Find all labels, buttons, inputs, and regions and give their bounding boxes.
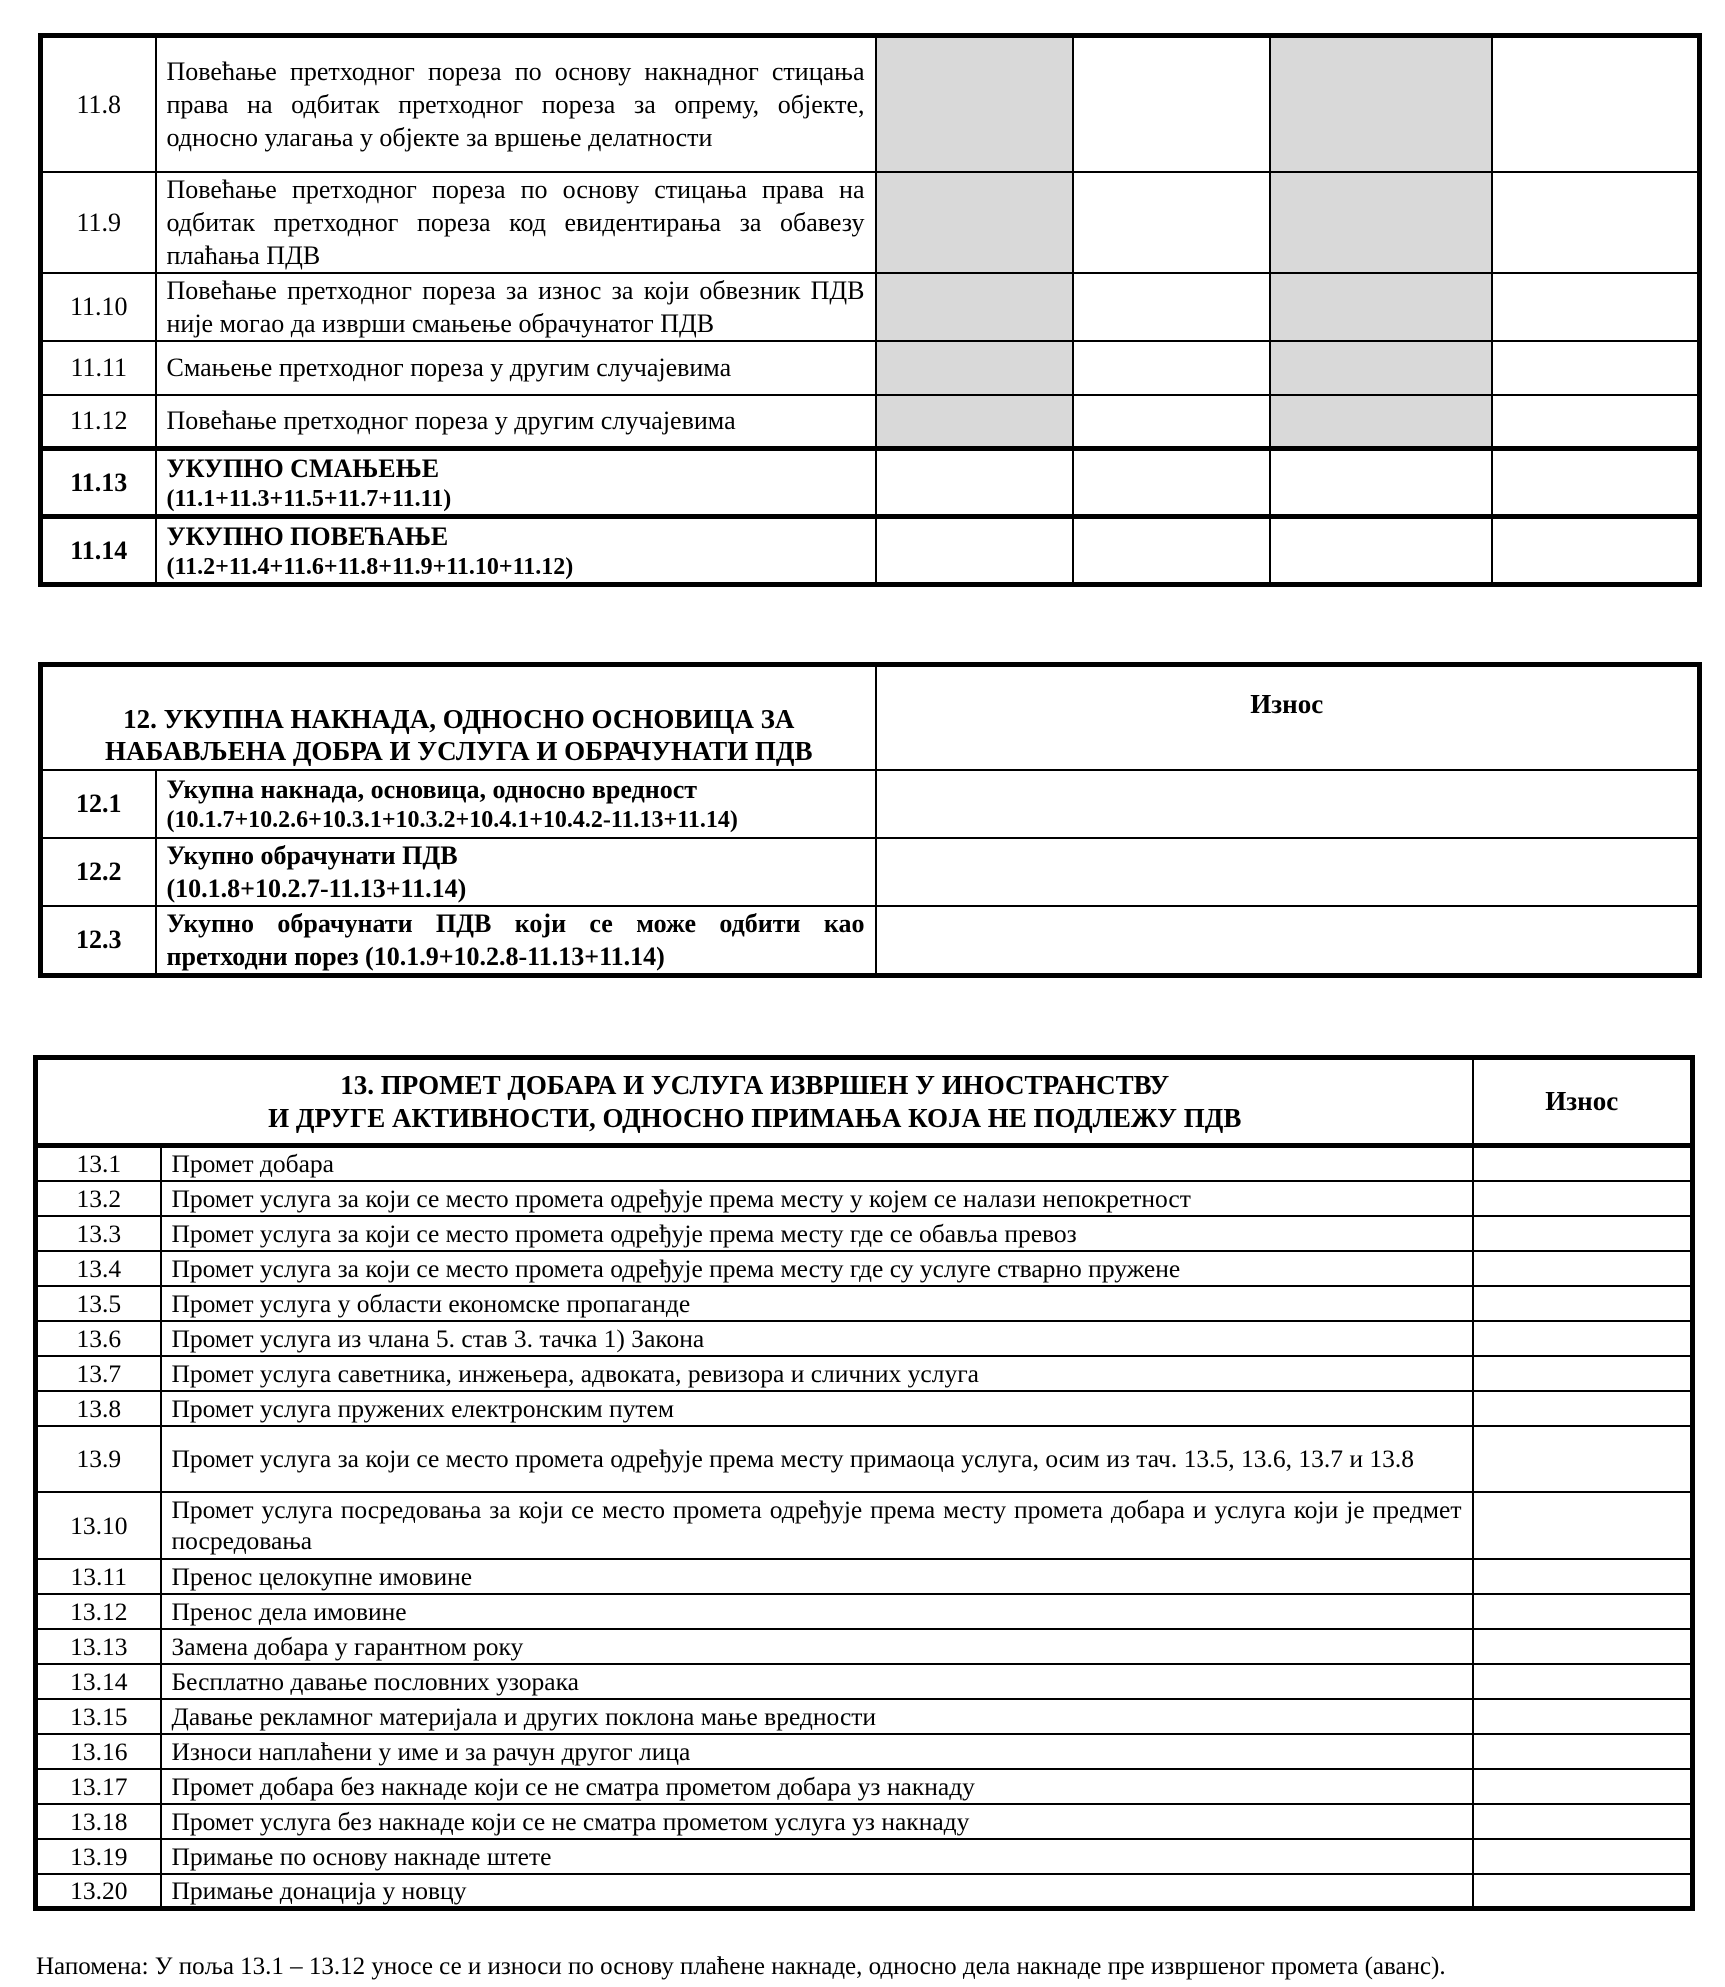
table-row (36, 1216, 1693, 1251)
table-row (41, 770, 1700, 838)
amount-cell[interactable] (1073, 172, 1270, 273)
amount-cell[interactable] (1492, 517, 1700, 585)
disabled-cell (1270, 341, 1492, 395)
row-description: Пренос целокупне имовине (161, 1559, 1473, 1594)
section-13-title-line2: И ДРУГЕ АКТИВНОСТИ, ОДНОСНО ПРИМАЊА КОЈА НЕ ПОДЛЕЖУ ПДВ (268, 1102, 1242, 1133)
table-row (36, 1146, 1693, 1181)
amount-cell[interactable] (1473, 1146, 1693, 1181)
row-number: 13.9 (36, 1426, 161, 1492)
row-number: 11.11 (41, 341, 156, 395)
row-number: 11.10 (41, 273, 156, 341)
amount-cell[interactable] (1073, 273, 1270, 341)
table-row (36, 1629, 1693, 1664)
row-number: 13.7 (36, 1356, 161, 1391)
row-number: 11.12 (41, 395, 156, 449)
amount-cell[interactable] (1473, 1286, 1693, 1321)
row-description: Примање по основу накнаде штете (161, 1839, 1473, 1874)
row-number: 13.18 (36, 1804, 161, 1839)
row-number: 13.4 (36, 1251, 161, 1286)
total-title: УКУПНО СМАЊЕЊЕ (166, 454, 440, 483)
table-row (41, 341, 1700, 395)
table-row (36, 1804, 1693, 1839)
row-description: Износи наплаћени у име и за рачун другог лица (161, 1734, 1473, 1769)
total-row (41, 449, 1700, 517)
amount-cell[interactable] (1492, 395, 1700, 449)
total-label (156, 449, 876, 517)
amount-cell[interactable] (1073, 449, 1270, 517)
amount-cell[interactable] (1473, 1426, 1693, 1492)
amount-cell[interactable] (1073, 341, 1270, 395)
row-description: Промет услуга у области економске пропаганде (161, 1286, 1473, 1321)
row-title: Укупна накнада, основица, односно вредност (166, 775, 698, 804)
row-number: 12.3 (41, 906, 156, 976)
row-description: Повећање претходног пореза по основу накнадног стицања права на одбитак претходног пореза за опрему, објекте, односно улагања у објекте за вршење делатности (156, 36, 876, 172)
table-row (36, 1251, 1693, 1286)
row-description: Повећање претходног пореза по основу стицања права на одбитак претходног пореза код евидентирања за обавезу плаћања ПДВ (156, 172, 876, 273)
disabled-cell (1270, 273, 1492, 341)
disabled-cell (876, 172, 1073, 273)
total-title: УКУПНО ПОВЕЋАЊЕ (166, 522, 449, 551)
row-formula: (10.1.8+10.2.7-11.13+11.14) (166, 873, 467, 903)
table-row (36, 1426, 1693, 1492)
amount-cell[interactable] (1473, 1804, 1693, 1839)
row-number: 11.13 (41, 449, 156, 517)
row-number: 13.17 (36, 1769, 161, 1804)
total-label (156, 517, 876, 585)
table-row (36, 1492, 1693, 1559)
amount-cell[interactable] (1473, 1734, 1693, 1769)
row-description: Промет услуга за који се место промета одређује према месту где су услуге стварно пружене (161, 1251, 1473, 1286)
row-number: 11.14 (41, 517, 156, 585)
row-description: Смањење претходног пореза у другим случајевима (156, 341, 876, 395)
total-formula: (11.1+11.3+11.5+11.7+11.11) (166, 486, 452, 512)
row-label (156, 770, 876, 838)
disabled-cell (876, 36, 1073, 172)
table-row (36, 1699, 1693, 1734)
row-number: 13.6 (36, 1321, 161, 1356)
row-description: Промет услуга саветника, инжењера, адвоката, ревизора и сличних услуга (161, 1356, 1473, 1391)
table-row (36, 1769, 1693, 1804)
row-description: Замена добара у гарантном року (161, 1629, 1473, 1664)
table-row (41, 395, 1700, 449)
section-12-table (38, 662, 1702, 978)
row-label (156, 838, 876, 906)
table-row (41, 838, 1700, 906)
row-number: 13.5 (36, 1286, 161, 1321)
header-row (41, 665, 1700, 770)
amount-cell[interactable] (1473, 1321, 1693, 1356)
amount-cell[interactable] (1473, 1594, 1693, 1629)
table-row (41, 172, 1700, 273)
row-description: Повећање претходног пореза за износ за који обвезник ПДВ није могао да изврши смањење обрачунатог ПДВ (156, 273, 876, 341)
disabled-cell (876, 273, 1073, 341)
amount-header: Износ (1473, 1058, 1693, 1146)
amount-cell[interactable] (1473, 1181, 1693, 1216)
row-number: 13.12 (36, 1594, 161, 1629)
amount-cell[interactable] (1073, 395, 1270, 449)
disabled-cell (1270, 36, 1492, 172)
section-13-title-line1: 13. ПРОМЕТ ДОБАРА И УСЛУГА ИЗВРШЕН У ИНОСТРАНСТВУ (340, 1069, 1170, 1100)
total-formula: (11.2+11.4+11.6+11.8+11.9+11.10+11.12) (166, 554, 574, 580)
row-description: Промет добара (161, 1146, 1473, 1181)
row-description: Давање рекламног материјала и других поклона мање вредности (161, 1699, 1473, 1734)
row-description: Промет добара без накнаде који се не сматра прометом добара уз накнаду (161, 1769, 1473, 1804)
row-number: 13.1 (36, 1146, 161, 1181)
disabled-cell (1270, 172, 1492, 273)
row-description: Промет услуга без накнаде који се не сматра прометом услуга уз накнаду (161, 1804, 1473, 1839)
amount-cell[interactable] (1492, 341, 1700, 395)
row-formula: (10.1.7+10.2.6+10.3.1+10.3.2+10.4.1+10.4.2-11.13+11.14) (166, 807, 738, 833)
amount-cell[interactable] (1073, 36, 1270, 172)
row-number: 13.2 (36, 1181, 161, 1216)
row-title: Укупно обрачунати ПДВ који се може одбити као претходни порез (10.1.9+10.2.8-11.13+11.14) (156, 906, 876, 976)
amount-cell[interactable] (1473, 1699, 1693, 1734)
section-13-table (33, 1055, 1695, 1911)
amount-cell[interactable] (1492, 449, 1700, 517)
amount-cell[interactable] (1473, 1391, 1693, 1426)
row-description: Промет услуга из члана 5. став 3. тачка 1) Закона (161, 1321, 1473, 1356)
amount-cell[interactable] (1473, 1629, 1693, 1664)
amount-cell[interactable] (876, 906, 1700, 976)
amount-cell[interactable] (876, 517, 1073, 585)
amount-cell[interactable] (1473, 1356, 1693, 1391)
row-number: 13.11 (36, 1559, 161, 1594)
row-number: 12.1 (41, 770, 156, 838)
section-11-table (38, 33, 1702, 587)
row-description: Пренос дела имовине (161, 1594, 1473, 1629)
table-row (36, 1734, 1693, 1769)
row-number: 12.2 (41, 838, 156, 906)
amount-cell[interactable] (1473, 1874, 1693, 1909)
table-row (36, 1356, 1693, 1391)
row-description: Промет услуга пружених електронским путем (161, 1391, 1473, 1426)
table-row (36, 1181, 1693, 1216)
amount-cell[interactable] (1473, 1559, 1693, 1594)
amount-cell[interactable] (1473, 1492, 1693, 1559)
row-description: Промет услуга посредовања за који се место промета одређује према месту промета добара и услуга који је предмет посредовања (161, 1492, 1473, 1559)
amount-cell[interactable] (1492, 36, 1700, 172)
amount-cell[interactable] (1473, 1216, 1693, 1251)
row-number: 11.8 (41, 36, 156, 172)
amount-cell[interactable] (1270, 449, 1492, 517)
amount-cell[interactable] (1473, 1839, 1693, 1874)
row-title: Укупно обрачунати ПДВ (166, 840, 458, 870)
row-description: Примање донација у новцу (161, 1874, 1473, 1909)
row-number: 13.19 (36, 1839, 161, 1874)
amount-cell[interactable] (1492, 273, 1700, 341)
row-number: 13.13 (36, 1629, 161, 1664)
amount-cell[interactable] (1473, 1251, 1693, 1286)
amount-cell[interactable] (1473, 1769, 1693, 1804)
row-number: 13.10 (36, 1492, 161, 1559)
table-row (36, 1594, 1693, 1629)
row-description: Промет услуга за који се место промета одређује према месту у којем се налази непокретност (161, 1181, 1473, 1216)
table-row (41, 36, 1700, 172)
disabled-cell (876, 341, 1073, 395)
amount-cell[interactable] (1270, 517, 1492, 585)
row-number: 13.3 (36, 1216, 161, 1251)
amount-cell[interactable] (876, 838, 1700, 906)
disabled-cell (876, 395, 1073, 449)
row-description: Промет услуга за који се место промета одређује према месту примаоца услуга, осим из тач. 13.5, 13.6, 13.7 и 13.8 (161, 1426, 1473, 1492)
row-number: 13.20 (36, 1874, 161, 1909)
amount-cell[interactable] (1492, 172, 1700, 273)
table-row (36, 1664, 1693, 1699)
header-row (36, 1058, 1693, 1146)
amount-header: Износ (876, 665, 1700, 770)
total-row (41, 517, 1700, 585)
table-row (36, 1391, 1693, 1426)
section-12-title: 12. УКУПНА НАКНАДА, ОДНОСНО ОСНОВИЦА ЗА НАБАВЉЕНА ДОБРА И УСЛУГА И ОБРАЧУНАТИ ПДВ (41, 665, 876, 770)
row-number: 13.14 (36, 1664, 161, 1699)
section-13-title (36, 1058, 1473, 1146)
amount-cell[interactable] (1073, 517, 1270, 585)
table-row (36, 1839, 1693, 1874)
amount-cell[interactable] (876, 449, 1073, 517)
row-number: 13.8 (36, 1391, 161, 1426)
amount-cell[interactable] (1473, 1664, 1693, 1699)
row-number: 13.16 (36, 1734, 161, 1769)
table-row (36, 1559, 1693, 1594)
table-row (36, 1874, 1693, 1909)
table-row (36, 1286, 1693, 1321)
table-row (41, 273, 1700, 341)
table-row (41, 906, 1700, 976)
row-description: Промет услуга за који се место промета одређује према месту где се обавља превоз (161, 1216, 1473, 1251)
row-description: Повећање претходног пореза у другим случајевима (156, 395, 876, 449)
row-description: Бесплатно давање пословних узорака (161, 1664, 1473, 1699)
row-number: 13.15 (36, 1699, 161, 1734)
row-number: 11.9 (41, 172, 156, 273)
table-row (36, 1321, 1693, 1356)
amount-cell[interactable] (876, 770, 1700, 838)
disabled-cell (1270, 395, 1492, 449)
footnote: Напомена: У поља 13.1 – 13.12 уносе се и износи по основу плаћене накнаде, односно дела накнаде пре извршеног промета (аванс). (36, 1953, 1446, 1980)
